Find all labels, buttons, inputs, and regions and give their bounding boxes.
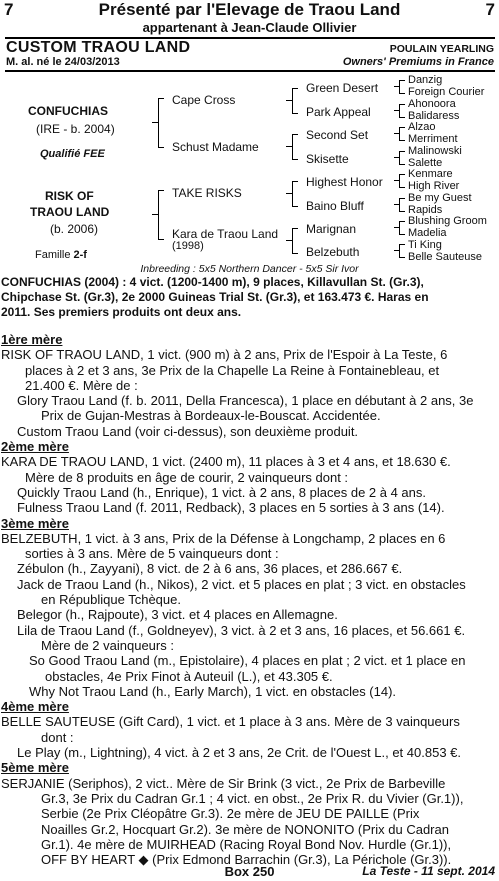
section-heading-4: 4ème mère	[1, 699, 69, 715]
gen4-8: Salette	[408, 157, 443, 169]
body-line: 21.400 €. Mère de :	[25, 377, 138, 393]
body-line: obstacles, 4e Prix Finot à Auteuil (L.), et 43.305 €.	[45, 668, 333, 684]
body-line: RISK OF TRAOU LAND, 1 vict. (900 m) à 2 ans, Prix de l'Espoir à La Teste, 6	[1, 347, 448, 363]
gen4-15: Ti King	[408, 239, 442, 251]
gen4-14: Madelia	[408, 227, 447, 239]
footer-venue-date: La Teste - 11 sept. 2014	[362, 864, 495, 878]
bracket-dam	[158, 190, 164, 240]
body-line: Glory Traou Land (f. b. 2011, Della Francesca), 1 place en débutant à 2 ans, 3e	[17, 393, 474, 409]
body-line: Jack de Traou Land (h., Nikos), 2 vict. et 5 places en plat ; 3 vict. en obstacles	[17, 576, 466, 592]
section-heading-3: 3ème mère	[1, 515, 69, 531]
gen3-3: Second Set	[306, 128, 369, 142]
body-line: Custom Traou Land (voir ci-dessus), son deuxième produit.	[17, 423, 359, 439]
body-line: Belegor (h., Rajpoute), 3 vict. et 4 places en Allemagne.	[17, 607, 338, 623]
body-line: Mère de 2 vainqueurs :	[41, 637, 174, 653]
body-line: places à 2 et 3 ans, 3e Prix de la Chapelle La Reine à Fontainebleau, et	[25, 362, 440, 378]
body-line: BELZEBUTH, 1 vict. à 3 ans, Prix de la Défense à Longchamp, 2 places en 6	[1, 530, 446, 546]
body-line: sorties à 3 ans. Mère de 5 vainqueurs dont :	[25, 546, 279, 562]
gen4-6: Merriment	[408, 133, 458, 145]
sire-detail: (IRE - b. 2004)	[36, 122, 115, 136]
horse-birth: M. al. né le 24/03/2013	[6, 56, 120, 68]
body-line: Prix de Gujan-Mestras à Bordeaux-le-Bouscat. Accidentée.	[41, 408, 381, 424]
body-line: So Good Traou Land (m., Epistolaire), 4 places en plat ; 2 vict. et 1 place en	[29, 653, 466, 669]
gen4-11: Be my Guest	[408, 192, 472, 204]
body-line: Serbie (2e Prix Cléopâtre Gr.3). 2e mère de JEU DE PAILLE (Prix	[41, 806, 420, 822]
sire-note-line: CONFUCHIAS (2004) : 4 vict. (1200-1400 m), 9 places, Killavullan St. (Gr.3),	[1, 275, 424, 289]
gen4-1: Danzig	[408, 74, 443, 86]
sire-qualification: Qualifié FEE	[40, 148, 105, 160]
section-heading-5: 5ème mère	[1, 760, 69, 776]
inbreeding-note: Inbreeding : 5x5 Northern Dancer - 5x5 Sir Ivor	[140, 263, 359, 275]
sire-note-line: 2011. Ses premiers produits ont deux ans.	[1, 305, 242, 319]
dam-name-line2: TRAOU LAND	[30, 205, 110, 219]
body-line: Mère de 8 produits en âge de courir, 2 vainqueurs dont :	[25, 469, 349, 485]
owner-line: appartenant à Jean-Claude Ollivier	[142, 20, 357, 35]
body-line: OFF BY HEART ◆ (Prix Edmond Barrachin (Gr.3), La Périchole (Gr.3)).	[41, 852, 452, 868]
bracket-sire	[158, 98, 164, 148]
gen3-2: Park Appeal	[306, 105, 371, 119]
body-line: Lila de Traou Land (f., Goldneyev), 3 vict. à 2 et 3 ans, 16 places, et 56.661 €.	[17, 622, 466, 638]
page-title: Présenté par l'Elevage de Traou Land	[98, 0, 401, 19]
section-heading-2: 2ème mère	[1, 439, 69, 455]
sire-note-line: Chipchase St. (Gr.3), 2e 2000 Guineas Trial St. (Gr.3), et 163.473 €. Haras en	[1, 290, 429, 304]
gen4-3: Ahonoora	[408, 98, 456, 110]
dam-family: Famille 2-f	[35, 249, 87, 261]
body-line: Gr.1). 4e mère de MUIRHEAD (Racing Royal Bond Nov. Hurdle (Gr.1)),	[41, 836, 452, 852]
gen4-10: High River	[408, 180, 460, 192]
dam-name-line1: RISK OF	[45, 189, 94, 203]
horse-category: POULAIN YEARLING	[389, 43, 494, 55]
footer-box: Box 250	[224, 864, 275, 879]
gen2-dam-sire: TAKE RISKS	[172, 186, 242, 200]
body-line: Zébulon (h., Zayyani), 8 vict. de 2 à 6 ans, 36 places, et 286.667 €.	[17, 561, 403, 577]
body-line: Why Not Traou Land (h., Early March), 1 vict. en obstacles (14).	[29, 683, 397, 699]
body-line: en République Tchèque.	[41, 592, 181, 608]
gen4-13: Blushing Groom	[408, 215, 487, 227]
gen2-dam-dam: Kara de Traou Land	[172, 227, 279, 241]
dam-detail: (b. 2006)	[50, 222, 99, 236]
gen4-7: Malinowski	[408, 145, 462, 157]
gen2-sire-sire: Cape Cross	[172, 93, 236, 107]
gen4-5: Alzao	[408, 121, 436, 133]
sire-note	[1, 275, 496, 320]
gen4-16: Belle Sauteuse	[408, 251, 482, 263]
gen4-9: Kenmare	[408, 168, 453, 180]
gen3-4: Skisette	[306, 152, 349, 166]
gen3-6: Baino Bluff	[306, 199, 364, 213]
box-number-left: 7	[4, 0, 14, 19]
owners-premium: Owners' Premiums in France	[342, 56, 494, 68]
gen4-12: Rapids	[408, 204, 443, 216]
section-heading-1: 1ère mère	[1, 332, 63, 347]
body-line: Fulness Traou Land (f. 2011, Redback), 3 places en 5 sorties à 3 ans (14).	[17, 500, 445, 516]
body-line: Gr.3, 3e Prix du Cadran Gr.1 ; 4 vict. en obst., 2e Prix R. du Vivier (Gr.1)),	[41, 790, 464, 806]
gen3-8: Belzebuth	[306, 245, 360, 259]
gen3-1: Green Desert	[306, 81, 379, 95]
body-line: Quickly Traou Land (h., Enrique), 1 vict. à 2 ans, 8 places de 2 à 4 ans.	[17, 484, 427, 500]
gen4-4: Balidaress	[408, 110, 460, 122]
sire-name: CONFUCHIAS	[28, 104, 108, 118]
body-line: Le Play (m., Lightning), 4 vict. à 2 et 3 ans, 2e Crit. de l'Ouest L., et 40.853 €.	[17, 745, 461, 761]
gen2-sire-dam: Schust Madame	[172, 140, 259, 154]
gen4-2: Foreign Courier	[408, 86, 485, 98]
box-number-right: 7	[485, 0, 495, 19]
body-line: dont :	[41, 729, 74, 745]
body-line: Noailles Gr.2, Hocquart Gr.2). 3e mère de NONONITO (Prix du Cadran	[41, 821, 449, 837]
gen3-5: Highest Honor	[306, 175, 383, 189]
family-body	[1, 332, 496, 867]
body-line: BELLE SAUTEUSE (Gift Card), 1 vict. et 1 place à 3 ans. Mère de 3 vainqueurs	[1, 714, 460, 730]
gen3-7: Marignan	[306, 222, 357, 236]
horse-name: CUSTOM TRAOU LAND	[6, 39, 191, 56]
body-line: KARA DE TRAOU LAND, 1 vict. (2400 m), 11 places à 3 et 4 ans, et 18.630 €.	[1, 454, 451, 470]
gen2-dam-dam-year: (1998)	[172, 240, 204, 252]
body-line: SERJANIE (Seriphos), 2 vict.. Mère de Sir Brink (3 vict., 2e Prix de Barbeville	[1, 775, 446, 791]
rule-bottom	[5, 70, 495, 72]
